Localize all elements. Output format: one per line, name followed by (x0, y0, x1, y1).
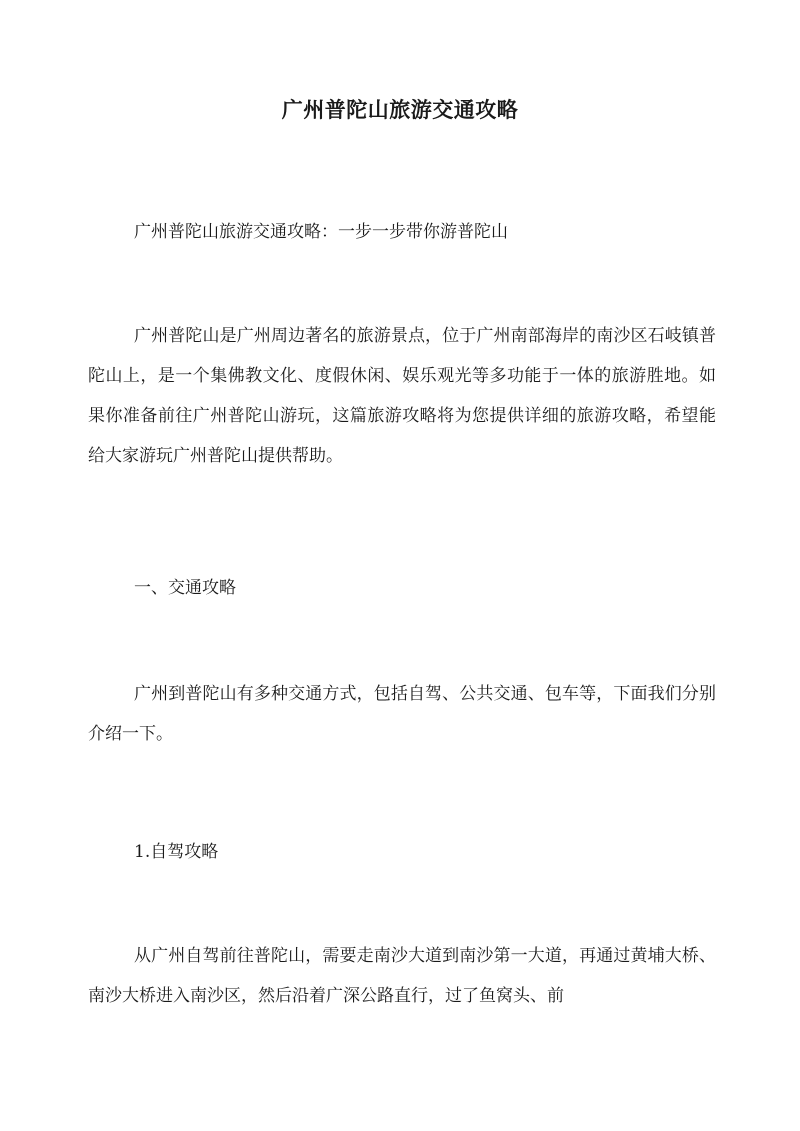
section-heading-traffic: 一、交通攻略 (134, 578, 236, 598)
subsection-heading-self-drive: 1.自驾攻略 (134, 842, 219, 862)
intro-paragraph: 广州普陀山是广州周边著名的旅游景点，位于广州南部海岸的南沙区石岐镇普陀山上，是一个集佛教文化、度假休闲、娱乐观光等多功能于一体的旅游胜地。如果你准备前往广州普陀山游玩，这篇旅游攻略将为您提供详细的旅游攻略，希望能给大家游玩广州普陀山提供帮助。 (88, 326, 716, 466)
subtitle-paragraph: 广州普陀山旅游交通攻略：一步一步带你游普陀山 (134, 222, 508, 242)
self-drive-paragraph: 从广州自驾前往普陀山，需要走南沙大道到南沙第一大道，再通过黄埔大桥、南沙大桥进入南沙区，然后沿着广深公路直行，过了鱼窝头、前 (88, 946, 716, 1006)
document-title: 广州普陀山旅游交通攻略 (281, 97, 519, 122)
traffic-paragraph: 广州到普陀山有多种交通方式，包括自驾、公共交通、包车等，下面我们分别介绍一下。 (88, 684, 716, 744)
